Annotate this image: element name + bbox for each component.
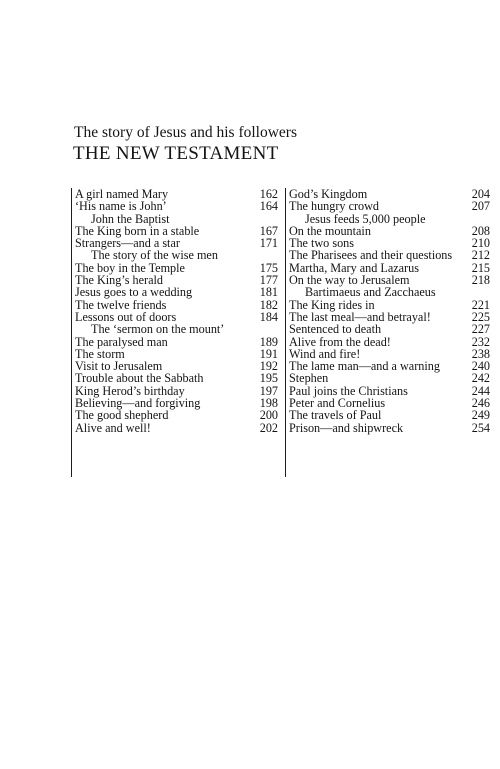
entry-page-number: 227 xyxy=(471,322,490,337)
contents-entry xyxy=(286,200,490,212)
contents-subentry xyxy=(286,286,490,298)
entry-page-number: 218 xyxy=(471,273,490,288)
entry-page-number: 242 xyxy=(471,371,490,386)
entry-page-number: 197 xyxy=(259,383,278,398)
entry-page-number: 212 xyxy=(471,248,490,263)
entry-title: Alive from the dead! xyxy=(289,334,391,349)
entry-page-number: 249 xyxy=(471,408,490,423)
entry-page-number: 244 xyxy=(471,383,490,398)
entry-page-number: 221 xyxy=(471,297,490,312)
entry-page-number: 191 xyxy=(259,346,278,361)
entry-title: On the mountain xyxy=(289,223,371,238)
entry-title: The storm xyxy=(75,346,125,361)
entry-title: Strangers—and a star xyxy=(75,236,180,251)
entry-title: A girl named Mary xyxy=(75,187,169,201)
entry-page-number: 240 xyxy=(471,359,490,374)
contents-entry xyxy=(286,323,490,335)
entry-page-number: 162 xyxy=(259,187,278,201)
entry-page-number: 177 xyxy=(259,273,278,288)
entry-title: On the way to Jerusalem xyxy=(289,273,410,288)
entry-title: Jesus feeds 5,000 people xyxy=(305,211,426,226)
entry-page-number: 184 xyxy=(259,309,278,324)
entry-title: The paralysed man xyxy=(75,334,168,349)
entry-title: The twelve friends xyxy=(75,297,167,312)
contents-subentry xyxy=(72,249,278,261)
entry-page-number: 246 xyxy=(471,396,490,411)
entry-title: The King born in a stable xyxy=(75,223,200,238)
entry-page-number: 232 xyxy=(471,334,490,349)
entry-title: The King’s herald xyxy=(75,273,163,288)
entry-title: God’s Kingdom xyxy=(289,187,368,201)
entry-title: Believing—and forgiving xyxy=(75,396,201,411)
entry-title: Bartimaeus and Zacchaeus xyxy=(305,285,436,300)
entry-title: The good shepherd xyxy=(75,408,169,423)
entry-page-number: 254 xyxy=(471,420,490,435)
entry-page-number: 215 xyxy=(471,260,490,275)
entry-title: Trouble about the Sabbath xyxy=(75,371,204,386)
entry-page-number: 204 xyxy=(471,187,490,201)
entry-title: Visit to Jerusalem xyxy=(75,359,163,374)
contents-entry xyxy=(72,372,278,384)
entry-page-number: 181 xyxy=(259,285,278,300)
entry-title: Wind and fire! xyxy=(289,346,361,361)
entry-title: ‘His name is John’ xyxy=(75,199,167,214)
entry-title: The hungry crowd xyxy=(289,199,380,214)
entry-title: Paul joins the Christians xyxy=(289,383,408,398)
entry-title: The last meal—and betrayal! xyxy=(289,309,431,324)
contents-column-left xyxy=(71,188,278,477)
entry-page-number: 167 xyxy=(259,223,278,238)
entry-title: Jesus goes to a wedding xyxy=(75,285,193,300)
entry-page-number: 195 xyxy=(259,371,278,386)
contents-entry xyxy=(286,249,490,261)
entry-title: The boy in the Temple xyxy=(75,260,185,275)
entry-page-number: 192 xyxy=(259,359,278,374)
entry-title: John the Baptist xyxy=(91,211,170,226)
entry-page-number: 202 xyxy=(259,420,278,435)
entry-title: The lame man—and a warning xyxy=(289,359,440,374)
contents-entry xyxy=(72,409,278,421)
entry-page-number: 208 xyxy=(471,223,490,238)
entry-title: Peter and Cornelius xyxy=(289,396,386,411)
contents-subentry xyxy=(72,323,278,335)
contents-entry xyxy=(72,336,278,348)
entry-title: Lessons out of doors xyxy=(75,309,177,324)
entry-page-number: 164 xyxy=(259,199,278,214)
entry-page-number: 207 xyxy=(471,199,490,214)
entry-title: The Pharisees and their questions xyxy=(289,248,453,263)
contents-entry xyxy=(286,336,490,348)
entry-title: The ‘sermon on the mount’ xyxy=(91,322,225,337)
entry-page-number: 200 xyxy=(259,408,278,423)
entry-title: The story of the wise men xyxy=(91,248,218,263)
entry-page-number: 198 xyxy=(259,396,278,411)
entry-page-number: 225 xyxy=(471,309,490,324)
entry-title: The King rides in xyxy=(289,297,375,312)
contents-entry xyxy=(72,286,278,298)
section-title: THE NEW TESTAMENT xyxy=(73,143,279,164)
entry-page-number: 210 xyxy=(471,236,490,251)
entry-page-number: 171 xyxy=(259,236,278,251)
contents-entry xyxy=(72,422,278,434)
contents-entry xyxy=(286,422,490,434)
entry-title: Martha, Mary and Lazarus xyxy=(289,260,419,275)
entry-page-number: 189 xyxy=(259,334,278,349)
entry-title: Sentenced to death xyxy=(289,322,382,337)
entry-page-number: 175 xyxy=(259,260,278,275)
section-subtitle: The story of Jesus and his followers xyxy=(74,124,297,141)
contents-entry xyxy=(286,372,490,384)
entry-page-number: 182 xyxy=(259,297,278,312)
entry-title: King Herod’s birthday xyxy=(75,383,185,398)
entry-title: The travels of Paul xyxy=(289,408,382,423)
entry-title: Alive and well! xyxy=(75,420,151,435)
entry-title: The two sons xyxy=(289,236,354,251)
entry-title: Prison—and shipwreck xyxy=(289,420,404,435)
entry-title: Stephen xyxy=(289,371,329,386)
contents-entry xyxy=(72,200,278,212)
entry-page-number: 238 xyxy=(471,346,490,361)
contents-column-right xyxy=(285,188,490,477)
contents-entry xyxy=(286,409,490,421)
